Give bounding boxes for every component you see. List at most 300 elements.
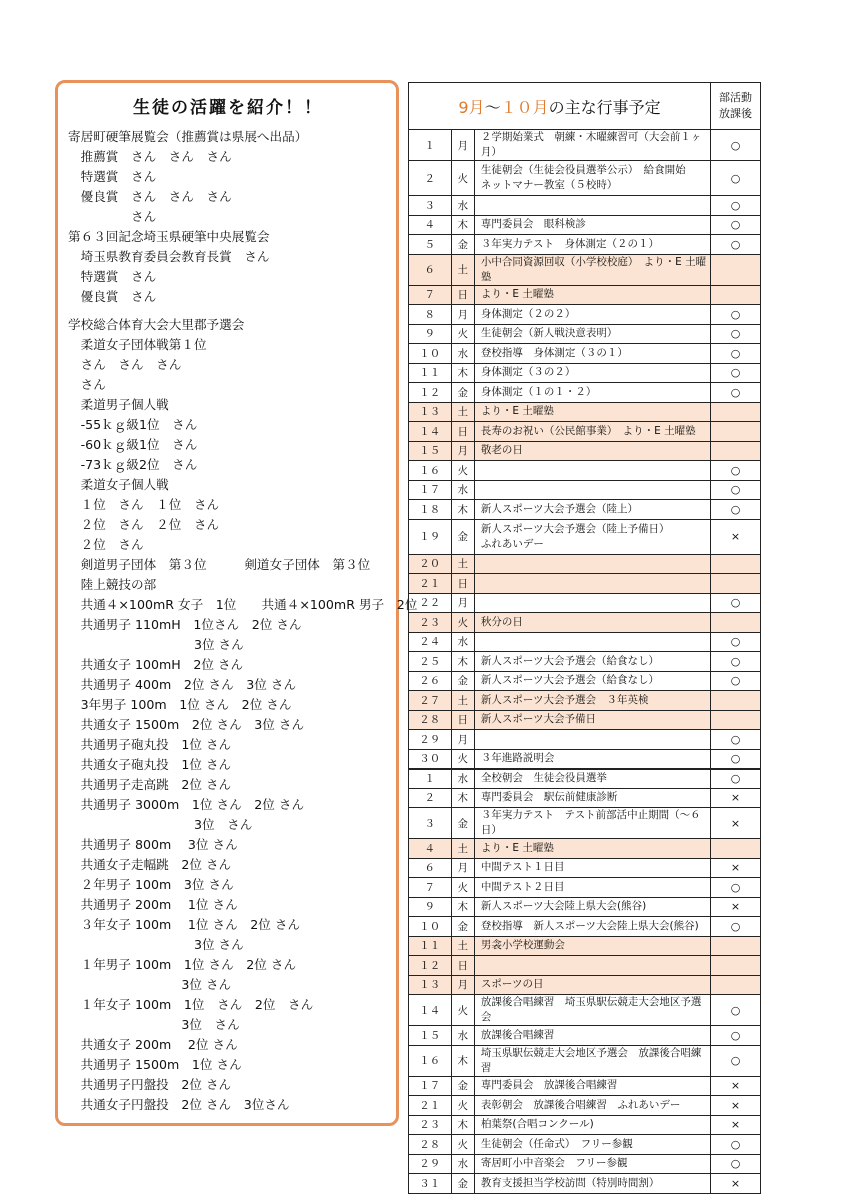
row-event <box>474 769 710 789</box>
row-event <box>474 613 710 633</box>
schedule-row <box>409 383 761 403</box>
schedule-row <box>409 1026 761 1046</box>
row-weekday: 土 <box>451 254 474 285</box>
row-weekday: 土 <box>451 402 474 422</box>
row-weekday: 火 <box>451 1096 474 1116</box>
row-event <box>474 1174 710 1194</box>
club-activity-mark: ○ <box>711 161 761 196</box>
event-line: 埼玉県駅伝競走大会地区予選会 放課後合唱練習 <box>480 1046 702 1074</box>
row-event <box>474 878 710 898</box>
club-activity-mark <box>711 691 761 711</box>
achievement-line: 寄居町硬筆展覧会（推薦賞は県展へ出品） <box>68 129 308 144</box>
row-weekday: 火 <box>451 461 474 481</box>
row-date: ２２ <box>409 593 452 613</box>
row-date: １０ <box>409 917 452 937</box>
row-event <box>474 593 710 613</box>
row-event <box>474 554 710 574</box>
schedule-row <box>409 671 761 691</box>
row-date: １２ <box>409 383 452 403</box>
achievement-line: さん さん さん <box>68 357 182 372</box>
club-activity-header <box>711 83 761 130</box>
row-date: ３１ <box>409 1174 452 1194</box>
event-line: ふれあいデー <box>480 537 544 550</box>
row-event <box>474 519 710 554</box>
row-weekday: 日 <box>451 285 474 305</box>
row-event <box>474 305 710 325</box>
row-date: １１ <box>409 363 452 383</box>
row-weekday: 金 <box>451 917 474 937</box>
event-line: 身体測定（２の２） <box>480 307 576 320</box>
title-month-october: １０月 <box>500 97 549 117</box>
club-header-line2: 放課後 <box>719 107 752 120</box>
achievement-line: 3位 さん <box>68 937 244 952</box>
achievement-line: 陸上競技の部 <box>68 577 157 592</box>
schedule-row <box>409 161 761 196</box>
achievement-line: -55ｋｇ級1位 さん <box>68 417 198 432</box>
row-event <box>474 254 710 285</box>
club-activity-mark: ○ <box>711 730 761 750</box>
achievement-line: 共通男子 110mH 1位さん 2位 さん <box>68 617 302 632</box>
event-line: スポーツの日 <box>480 978 544 991</box>
event-line: 生徒朝会（任命式） フリー参観 <box>480 1137 633 1150</box>
achievement-line: １年女子 100m 1位 さん 2位 さん <box>68 997 314 1012</box>
club-activity-mark: ○ <box>711 917 761 937</box>
achievement-line: 共通男子 800m 3位 さん <box>68 837 238 852</box>
club-activity-mark <box>711 936 761 956</box>
club-activity-mark: ○ <box>711 671 761 691</box>
row-event <box>474 574 710 594</box>
row-date: １６ <box>409 1045 452 1076</box>
row-date: １０ <box>409 344 452 364</box>
club-activity-mark <box>711 956 761 976</box>
row-weekday: 日 <box>451 956 474 976</box>
achievement-line: -60ｋｇ級1位 さん <box>68 437 198 452</box>
club-activity-mark: × <box>711 808 761 839</box>
row-date: ６ <box>409 254 452 285</box>
club-activity-mark: ○ <box>711 769 761 789</box>
achievements-panel <box>55 80 418 1126</box>
event-line: ２学期始業式 朝練・木曜練習可（大会前１ヶ月） <box>480 131 702 158</box>
row-event <box>474 1096 710 1116</box>
row-weekday: 月 <box>451 305 474 325</box>
achievement-line: 共通男子走高跳 2位 さん <box>68 777 232 792</box>
row-date: ５ <box>409 235 452 255</box>
schedule-row <box>409 710 761 730</box>
event-line: ネットマナー教室（５校時） <box>480 179 618 191</box>
schedule-body <box>409 130 761 1194</box>
row-weekday: 火 <box>451 749 474 769</box>
row-date: ２４ <box>409 632 452 652</box>
event-line: 表彰朝会 放課後合唱練習 ふれあいデー <box>480 1098 681 1111</box>
schedule-row <box>409 956 761 976</box>
event-line: 小中合同資源回収（小学校校庭） より・E 土曜塾 <box>480 255 707 283</box>
schedule-row <box>409 769 761 789</box>
row-event <box>474 161 710 196</box>
club-activity-mark: ○ <box>711 363 761 383</box>
event-line: 新人スポーツ大会予選会（陸上予備日） <box>480 522 670 535</box>
club-activity-mark: ○ <box>711 1135 761 1155</box>
schedule-row <box>409 402 761 422</box>
row-event <box>474 936 710 956</box>
event-schedule-table <box>408 82 761 1194</box>
achievement-line: 共通女子 1500m 2位 さん 3位 さん <box>68 717 305 732</box>
schedule-row <box>409 936 761 956</box>
club-activity-mark: × <box>711 1115 761 1135</box>
achievement-line: 柔道女子個人戦 <box>68 477 169 492</box>
row-event <box>474 710 710 730</box>
row-date: ２６ <box>409 671 452 691</box>
event-line: 中間テスト１日目 <box>480 861 565 874</box>
row-event <box>474 858 710 878</box>
row-date: ２８ <box>409 710 452 730</box>
achievement-line: 共通男子円盤投 2位 さん <box>68 1077 232 1092</box>
row-date: ２１ <box>409 574 452 594</box>
row-weekday: 木 <box>451 652 474 672</box>
club-activity-mark: ○ <box>711 344 761 364</box>
achievement-line: 共通女子走幅跳 2位 さん <box>68 857 232 872</box>
row-date: １７ <box>409 480 452 500</box>
row-date: １５ <box>409 1026 452 1046</box>
schedule-row <box>409 858 761 878</box>
achievement-line: 共通男子 1500m 1位 さん <box>68 1057 242 1072</box>
event-line: 男衾小学校運動会 <box>480 939 565 952</box>
achievement-line: 剣道男子団体 第３位 剣道女子団体 第３位 <box>68 557 371 572</box>
achievement-line: -73ｋｇ級2位 さん <box>68 457 198 472</box>
row-weekday: 金 <box>451 1076 474 1096</box>
schedule-title <box>409 83 711 130</box>
row-date: ８ <box>409 305 452 325</box>
row-event <box>474 1045 710 1076</box>
event-line: 新人スポーツ大会予選会 ３年英検 <box>480 693 649 706</box>
event-line: 新人スポーツ大会予選会（給食なし） <box>480 674 660 687</box>
row-weekday: 水 <box>451 1154 474 1174</box>
event-line: 専門委員会 眼科検診 <box>480 218 586 231</box>
club-activity-mark: × <box>711 1174 761 1194</box>
achievement-line: 共通女子 100mH 2位 さん <box>68 657 244 672</box>
achievement-line: 柔道男子個人戦 <box>68 397 169 412</box>
row-date: １９ <box>409 519 452 554</box>
schedule-row <box>409 285 761 305</box>
row-date: １４ <box>409 995 452 1026</box>
event-line: 新人スポーツ大会予備日 <box>480 713 597 726</box>
event-line: 放課後合唱練習 埼玉県駅伝競走大会地区予選会 <box>480 996 702 1023</box>
row-event <box>474 749 710 769</box>
row-weekday: 月 <box>451 441 474 461</box>
achievement-line: 共通男子 200m 1位 さん <box>68 897 238 912</box>
schedule-row <box>409 749 761 769</box>
event-line: 柏葉祭(合唱コンクール) <box>480 1118 594 1131</box>
club-activity-mark: ○ <box>711 632 761 652</box>
schedule-row <box>409 878 761 898</box>
row-event <box>474 130 710 161</box>
club-activity-mark <box>711 422 761 442</box>
event-line: より・E 土曜塾 <box>480 841 554 854</box>
club-activity-mark: ○ <box>711 652 761 672</box>
event-line: 新人スポーツ大会陸上県大会(熊谷) <box>480 900 647 913</box>
schedule-row <box>409 130 761 161</box>
row-weekday: 木 <box>451 788 474 808</box>
row-weekday: 火 <box>451 613 474 633</box>
row-event <box>474 839 710 859</box>
schedule-row <box>409 554 761 574</box>
event-line: 生徒朝会（生徒会役員選挙公示） 給食開始 <box>480 164 686 176</box>
row-date: ３ <box>409 808 452 839</box>
achievement-line: 共通男子 3000m 1位 さん 2位 さん <box>68 797 305 812</box>
row-date: １２ <box>409 956 452 976</box>
row-weekday: 月 <box>451 130 474 161</box>
schedule-row <box>409 344 761 364</box>
event-line: 全校朝会 生徒会役員選挙 <box>480 772 607 784</box>
row-event <box>474 500 710 520</box>
row-weekday: 水 <box>451 632 474 652</box>
row-weekday: 水 <box>451 480 474 500</box>
schedule-row <box>409 975 761 995</box>
club-activity-mark: ○ <box>711 461 761 481</box>
club-activity-mark <box>711 613 761 633</box>
achievement-line: 優良賞 さん さん さん <box>68 189 232 204</box>
row-weekday: 金 <box>451 235 474 255</box>
schedule-row <box>409 324 761 344</box>
schedule-row <box>409 574 761 594</box>
achievement-line: ３年女子 100m 1位 さん 2位 さん <box>68 917 301 932</box>
schedule-row <box>409 1135 761 1155</box>
achievement-line: １位 さん １位 さん <box>68 497 220 512</box>
club-activity-mark: ○ <box>711 215 761 235</box>
row-weekday: 水 <box>451 344 474 364</box>
row-date: １３ <box>409 402 452 422</box>
achievement-line: 3位 さん <box>68 637 244 652</box>
row-date: ２ <box>409 161 452 196</box>
schedule-row <box>409 1154 761 1174</box>
event-line: 身体測定（３の２） <box>480 366 576 379</box>
row-weekday: 金 <box>451 808 474 839</box>
event-line: 専門委員会 放課後合唱練習 <box>480 1079 618 1092</box>
row-weekday: 木 <box>451 215 474 235</box>
event-line: 教育支援担当学校訪問（特別時間割） <box>480 1176 660 1189</box>
schedule-row <box>409 519 761 554</box>
club-activity-mark: ○ <box>711 480 761 500</box>
row-weekday: 土 <box>451 839 474 859</box>
schedule-row <box>409 839 761 859</box>
row-event <box>474 1076 710 1096</box>
club-activity-mark: ○ <box>711 500 761 520</box>
row-event <box>474 383 710 403</box>
achievement-line: 柔道女子団体戦第１位 <box>68 337 207 352</box>
event-line: 新人スポーツ大会予選会（給食なし） <box>480 654 660 667</box>
row-weekday: 水 <box>451 196 474 216</box>
event-line: ３年実力テスト テスト前部活中止期間（～６日） <box>480 809 701 836</box>
club-activity-mark <box>711 254 761 285</box>
schedule-row <box>409 613 761 633</box>
row-event <box>474 632 710 652</box>
row-event <box>474 691 710 711</box>
row-event <box>474 285 710 305</box>
row-event <box>474 480 710 500</box>
row-weekday: 水 <box>451 769 474 789</box>
event-line: 放課後合唱練習 <box>480 1028 555 1041</box>
club-activity-mark <box>711 975 761 995</box>
schedule-row <box>409 995 761 1026</box>
row-weekday: 月 <box>451 730 474 750</box>
event-line: 専門委員会 駅伝前健康診断 <box>480 791 618 804</box>
row-date: ９ <box>409 897 452 917</box>
row-weekday: 金 <box>451 519 474 554</box>
row-weekday: 火 <box>451 878 474 898</box>
club-activity-mark: × <box>711 1096 761 1116</box>
club-activity-mark <box>711 441 761 461</box>
club-activity-mark: ○ <box>711 593 761 613</box>
row-event <box>474 975 710 995</box>
schedule-row <box>409 480 761 500</box>
schedule-row <box>409 235 761 255</box>
row-weekday: 木 <box>451 1045 474 1076</box>
achievement-line: ２年男子 100m 3位 さん <box>68 877 234 892</box>
row-date: ２９ <box>409 730 452 750</box>
event-line: より・E 土曜塾 <box>480 288 554 301</box>
event-line: ３年実力テスト 身体測定（２の１） <box>480 237 660 250</box>
event-line: ３年進路説明会 <box>480 752 555 764</box>
schedule-row <box>409 305 761 325</box>
row-weekday: 土 <box>451 691 474 711</box>
row-weekday: 木 <box>451 897 474 917</box>
row-event <box>474 441 710 461</box>
club-activity-mark: ○ <box>711 383 761 403</box>
event-line: 登校指導 身体測定（３の１） <box>480 346 628 359</box>
row-weekday: 火 <box>451 995 474 1026</box>
schedule-row <box>409 1174 761 1194</box>
achievement-line: 特選賞 さん <box>68 269 157 284</box>
club-activity-mark: ○ <box>711 878 761 898</box>
club-activity-mark: × <box>711 788 761 808</box>
achievement-line: 共通４×100mR 女子 1位 共通４×100mR 男子 2位 <box>68 597 418 612</box>
schedule-row <box>409 1096 761 1116</box>
achievement-line: 共通女子 200m 2位 さん <box>68 1037 238 1052</box>
achievement-line: 特選賞 さん <box>68 169 157 184</box>
event-line: 新人スポーツ大会予選会（陸上） <box>480 502 639 515</box>
event-line: 生徒朝会（新人戦決意表明） <box>480 327 618 340</box>
schedule-header-row <box>409 83 761 130</box>
club-activity-mark: ○ <box>711 995 761 1026</box>
schedule-row <box>409 500 761 520</box>
schedule-row <box>409 422 761 442</box>
club-activity-mark <box>711 554 761 574</box>
club-activity-mark <box>711 402 761 422</box>
row-event <box>474 995 710 1026</box>
club-header-line1: 部活動 <box>719 91 752 104</box>
row-event <box>474 402 710 422</box>
achievements-title: 生徒の活躍を紹介！！ <box>133 98 323 118</box>
row-date: ３ <box>409 196 452 216</box>
row-event <box>474 1115 710 1135</box>
row-date: ４ <box>409 839 452 859</box>
row-weekday: 火 <box>451 324 474 344</box>
club-activity-mark <box>711 574 761 594</box>
row-date: ２３ <box>409 1115 452 1135</box>
schedule-row <box>409 808 761 839</box>
row-date: １ <box>409 769 452 789</box>
club-activity-mark: ○ <box>711 130 761 161</box>
row-weekday: 金 <box>451 671 474 691</box>
schedule-row <box>409 441 761 461</box>
row-date: ２１ <box>409 1096 452 1116</box>
achievement-line: 3年男子 100m 1位 さん 2位 さん <box>68 697 292 712</box>
row-event <box>474 671 710 691</box>
row-event <box>474 1154 710 1174</box>
achievement-line: 3位 さん <box>68 817 253 832</box>
row-weekday: 金 <box>451 1174 474 1194</box>
row-event <box>474 788 710 808</box>
row-date: １７ <box>409 1076 452 1096</box>
row-weekday: 日 <box>451 574 474 594</box>
achievement-line: 3位 さん <box>68 977 232 992</box>
event-line: 身体測定（１の１・２） <box>480 385 597 398</box>
row-date: ４ <box>409 215 452 235</box>
row-event <box>474 956 710 976</box>
schedule-row <box>409 1115 761 1135</box>
schedule-row <box>409 215 761 235</box>
row-event <box>474 344 710 364</box>
row-date: １５ <box>409 441 452 461</box>
row-event <box>474 897 710 917</box>
row-weekday: 月 <box>451 593 474 613</box>
row-event <box>474 1026 710 1046</box>
row-date: ７ <box>409 285 452 305</box>
row-event <box>474 196 710 216</box>
row-date: ２３ <box>409 613 452 633</box>
event-line: 秋分の日 <box>480 615 523 628</box>
club-activity-mark: ○ <box>711 1154 761 1174</box>
row-date: ６ <box>409 858 452 878</box>
row-event <box>474 652 710 672</box>
achievement-line: 優良賞 さん <box>68 289 157 304</box>
schedule-row <box>409 917 761 937</box>
row-event <box>474 808 710 839</box>
schedule-row <box>409 1076 761 1096</box>
row-weekday: 木 <box>451 363 474 383</box>
achievement-line: 共通男子 400m 2位 さん 3位 さん <box>68 677 297 692</box>
row-event <box>474 363 710 383</box>
club-activity-mark <box>711 285 761 305</box>
row-weekday: 日 <box>451 710 474 730</box>
schedule-row <box>409 632 761 652</box>
row-date: ３０ <box>409 749 452 769</box>
schedule-row <box>409 897 761 917</box>
achievement-line: ２位 さん ２位 さん <box>68 517 220 532</box>
row-weekday: 土 <box>451 936 474 956</box>
row-weekday: 木 <box>451 1115 474 1135</box>
schedule-row <box>409 1045 761 1076</box>
schedule-row <box>409 254 761 285</box>
row-date: ２８ <box>409 1135 452 1155</box>
achievement-line: 埼玉県教育委員会教育長賞 さん <box>68 249 270 264</box>
row-weekday: 月 <box>451 975 474 995</box>
event-line: 敬老の日 <box>480 444 523 457</box>
title-rest: の主な行事予定 <box>548 97 661 117</box>
schedule-row <box>409 652 761 672</box>
club-activity-mark: ○ <box>711 749 761 769</box>
row-date: １１ <box>409 936 452 956</box>
row-event <box>474 917 710 937</box>
achievements-list <box>68 127 418 1115</box>
club-activity-mark: ○ <box>711 196 761 216</box>
row-date: ２ <box>409 788 452 808</box>
row-event <box>474 730 710 750</box>
row-weekday: 日 <box>451 422 474 442</box>
achievement-line: 推薦賞 さん さん さん <box>68 149 232 164</box>
achievement-line: 第６３回記念埼玉県硬筆中央展覧会 <box>68 229 270 244</box>
club-activity-mark <box>711 839 761 859</box>
row-date: ７ <box>409 878 452 898</box>
